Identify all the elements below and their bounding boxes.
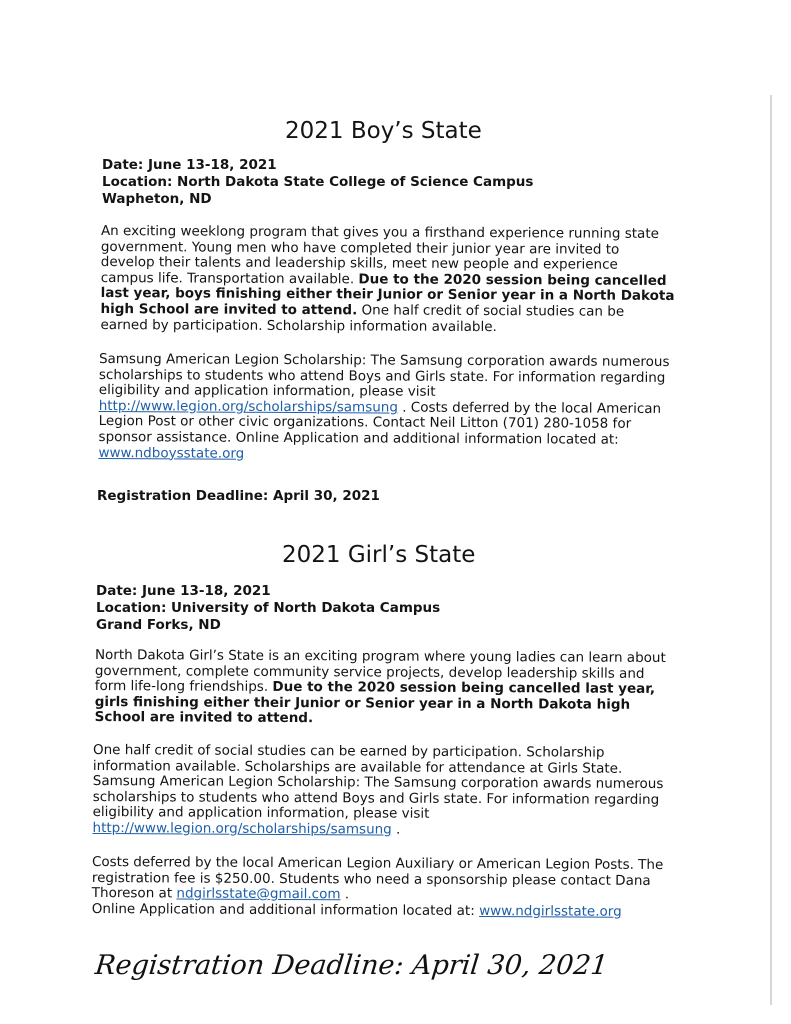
- boys-event-info: [102, 157, 533, 208]
- scan-edge: [770, 95, 772, 1005]
- girls-desc-bold: girls finishing either their Junior or Senior year in a North Dakota high: [94, 693, 631, 713]
- boys-registration-deadline: Registration Deadline: April 30, 2021: [97, 488, 380, 504]
- boys-desc-text: campus life. Transportation available.: [100, 269, 359, 288]
- boys-desc-bold: last year, boys finishing either their Junior or Senior year in a North Dakota: [100, 285, 675, 305]
- girls-contact-text: Thoreson at: [91, 885, 177, 902]
- boys-scholarship-text: . Costs deferred by the local American: [397, 399, 662, 417]
- girls-scholarship: [93, 743, 664, 840]
- boys-location: Location: North Dakota State College of Science Campus: [102, 174, 534, 190]
- boys-desc-bold: high School are invited to attend.: [100, 300, 358, 319]
- boys-desc-line: earned by participation. Scholarship information available.: [100, 316, 497, 335]
- handwritten-deadline: [93, 940, 610, 990]
- girls-desc-line: [95, 710, 666, 729]
- boys-desc-line: An exciting weeklong program that gives you a firsthand experience running state: [100, 223, 659, 242]
- girls-desc-line: government, complete community service projects, develop leadership skills and: [94, 662, 645, 682]
- boys-scholarship-line: eligibility and application information, please visit: [98, 382, 436, 400]
- boys-scholarship-line: [98, 446, 669, 465]
- boys-website-link[interactable]: www.ndboysstate.org: [98, 444, 245, 462]
- girls-event-info: [96, 583, 440, 634]
- girls-city: Grand Forks, ND: [96, 617, 221, 633]
- boys-date: Date: June 13-18, 2021: [102, 157, 277, 173]
- girls-desc-bold: School are invited to attend.: [94, 709, 314, 727]
- girls-email-link[interactable]: ndgirlsstate@gmail.com: [176, 885, 341, 903]
- girls-scholarship-line: eligibility and application information, please visit: [92, 804, 430, 823]
- boys-desc-bold: Due to the 2020 session being cancelled: [358, 271, 667, 289]
- boys-samsung-link[interactable]: http://www.legion.org/scholarships/samsung: [98, 397, 398, 416]
- boys-scholarship-line: sponsor assistance. Online Application and additional information located at:: [98, 428, 619, 448]
- boys-scholarship-line: scholarships to students who attend Boys and Girls state. For information regarding: [98, 366, 666, 386]
- girls-location: Location: University of North Dakota Campus: [96, 600, 441, 616]
- boys-state-title: 2021 Boy’s State: [285, 118, 482, 144]
- svg-text:Registration Deadline: April 3: Registration Deadline: April 30, 2021: [93, 950, 610, 981]
- girls-state-title: 2021 Girl’s State: [282, 542, 476, 568]
- girls-costs-line: Costs deferred by the local American Legion Auxiliary or American Legion Posts. The: [91, 854, 664, 873]
- boys-city: Wapheton, ND: [102, 191, 212, 207]
- girls-scholarship-line: One half credit of social studies can be earned by participation. Scholarship: [92, 742, 605, 761]
- boys-scholarship: [98, 352, 669, 464]
- girls-online-text: Online Application and additional information located at:: [91, 900, 480, 919]
- girls-scholarship-line: Samsung American Legion Scholarship: The Samsung corporation awards numerous: [92, 773, 664, 793]
- girls-samsung-link[interactable]: http://www.legion.org/scholarships/samsung: [92, 819, 392, 838]
- girls-date: Date: June 13-18, 2021: [96, 583, 271, 599]
- girls-description: [95, 648, 666, 729]
- girls-desc-line: North Dakota Girl’s State is an exciting program where young ladies can learn about: [94, 647, 666, 666]
- girls-costs-line: registration fee is $250.00. Students who need a sponsorship please contact Dana: [91, 869, 651, 889]
- girls-website-link[interactable]: www.ndgirlsstate.org: [479, 902, 622, 920]
- boys-desc-line: develop their talents and leadership skills, meet new people and experience: [100, 254, 618, 273]
- boys-desc-text: One half credit of social studies can be: [357, 302, 625, 320]
- girls-scholarship-line: information available. Scholarships are available for attendance at Girls State.: [92, 757, 623, 777]
- girls-contact-text: .: [340, 886, 350, 903]
- boys-description: [100, 224, 674, 336]
- boys-desc-line: government. Young men who have completed their junior year are invited to: [100, 238, 620, 258]
- girls-scholarship-line: [93, 821, 664, 840]
- girls-desc-bold: Due to the 2020 session being cancelled last year,: [272, 679, 656, 698]
- boys-scholarship-line: Legion Post or other civic organizations. Contact Neil Litton (701) 280-1058 for: [98, 413, 632, 433]
- girls-costs: [92, 855, 664, 920]
- girls-scholarship-text: .: [391, 821, 401, 838]
- girls-costs-line: [92, 902, 663, 921]
- boys-scholarship-line: Samsung American Legion Scholarship: The Samsung corporation awards numerous: [98, 351, 670, 370]
- girls-scholarship-line: scholarships to students who attend Boys and Girls state. For information regarding: [92, 788, 660, 808]
- girls-desc-text: form life-long friendships.: [94, 678, 273, 696]
